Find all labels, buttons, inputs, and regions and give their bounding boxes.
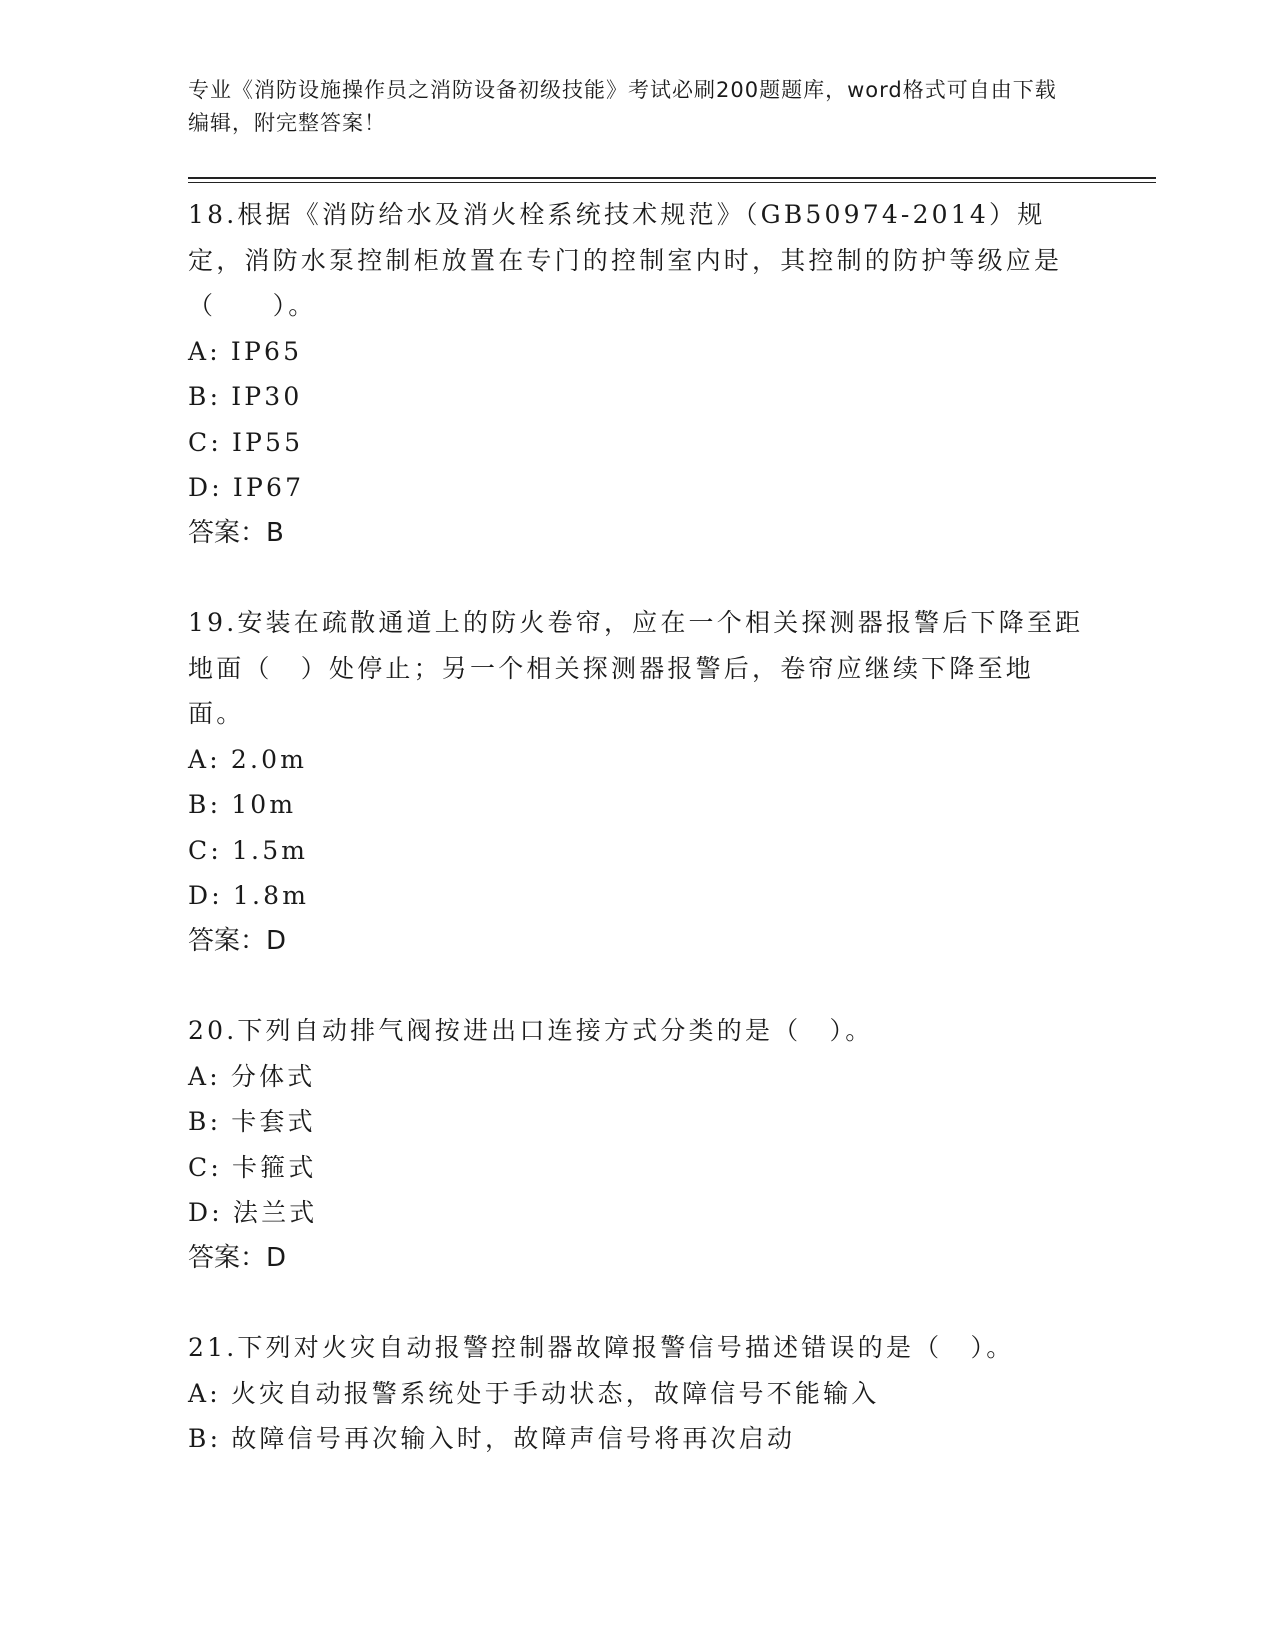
option-text: 1.8m	[232, 881, 310, 910]
option-label: A:	[188, 1061, 221, 1091]
option-text: IP30	[231, 382, 303, 411]
option-a	[188, 737, 1088, 783]
option-a	[188, 329, 1088, 375]
option-label: B:	[188, 382, 222, 411]
question-text: 19.安装在疏散通道上的防火卷帘，应在一个相关探测器报警后下降至距地面（ ）处停止；另一个相关探测器报警后，卷帘应继续下降至地面。	[188, 608, 1084, 728]
answer-line: 答案：D	[188, 1242, 287, 1273]
option-label: B:	[188, 790, 222, 819]
option-b	[188, 374, 1088, 420]
option-text: IP65	[230, 336, 303, 366]
question-list	[188, 192, 1088, 1506]
option-b	[188, 1099, 1088, 1145]
option-a	[188, 1371, 1088, 1417]
option-label: B:	[188, 1107, 222, 1136]
question-text: 20.下列自动排气阀按进出口连接方式分类的是（ ）。	[188, 1016, 874, 1045]
option-c	[188, 828, 1088, 874]
option-text: IP67	[232, 473, 305, 502]
document-header: 专业《消防设施操作员之消防设备初级技能》考试必刷200题题库，word格式可自由下载编辑，附完整答案！	[188, 78, 1057, 135]
answer-line: 答案：B	[188, 517, 284, 548]
option-text: 卡套式	[231, 1107, 316, 1136]
option-d	[188, 465, 1088, 511]
option-label: C:	[188, 427, 222, 457]
answer-line: 答案：D	[188, 925, 287, 956]
option-a	[188, 1054, 1088, 1100]
option-text: 卡箍式	[231, 1152, 317, 1182]
option-text: 2.0m	[230, 744, 308, 774]
option-text: IP55	[231, 427, 304, 457]
option-d	[188, 873, 1088, 919]
question-text: 21.下列对火灾自动报警控制器故障报警信号描述错误的是（ ）。	[188, 1333, 1015, 1362]
question-text: 18.根据《消防给水及消火栓系统技术规范》（GB50974-2014）规定，消防水泵控制柜放置在专门的控制室内时，其控制的防护等级应是（ ）。	[188, 200, 1063, 320]
option-label: D:	[188, 1198, 223, 1227]
question-19	[188, 600, 1088, 964]
option-b	[188, 782, 1088, 828]
option-label: D:	[188, 473, 223, 502]
option-text: 火灾自动报警系统处于手动状态，故障信号不能输入	[230, 1378, 880, 1408]
option-c	[188, 420, 1088, 466]
option-label: A:	[188, 336, 221, 366]
option-text: 10m	[231, 790, 297, 819]
option-text: 分体式	[230, 1061, 316, 1091]
option-label: A:	[188, 1378, 221, 1408]
option-label: A:	[188, 744, 221, 774]
option-label: B:	[188, 1424, 222, 1453]
option-c	[188, 1145, 1088, 1191]
option-d	[188, 1190, 1088, 1236]
option-text: 1.5m	[231, 835, 309, 865]
option-text: 故障信号再次输入时，故障声信号将再次启动	[231, 1424, 796, 1453]
question-18	[188, 192, 1088, 556]
option-label: C:	[188, 1152, 222, 1182]
option-b	[188, 1416, 1088, 1462]
question-21	[188, 1325, 1088, 1462]
option-label: C:	[188, 835, 222, 865]
option-label: D:	[188, 881, 223, 910]
option-text: 法兰式	[232, 1198, 318, 1227]
header-divider	[188, 177, 1156, 183]
question-20	[188, 1008, 1088, 1281]
